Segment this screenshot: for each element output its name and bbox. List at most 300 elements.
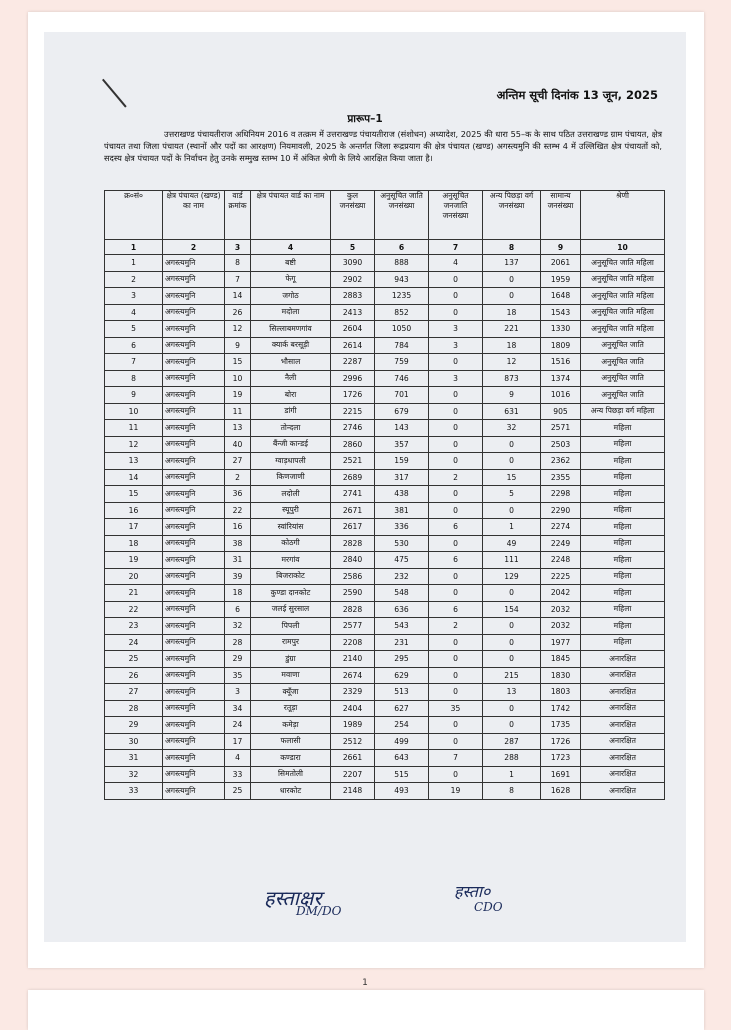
final-list-date: अन्तिम सूची दिनांक 13 जून, 2025 xyxy=(496,88,658,102)
table-row xyxy=(105,354,665,371)
block-name-cell: अगस्त्यमुनि xyxy=(163,387,225,404)
general-population-cell: 1016 xyxy=(541,387,581,404)
ward-number-cell: 3 xyxy=(225,684,251,701)
sc-population-cell: 943 xyxy=(375,271,429,288)
serial-cell: 10 xyxy=(105,403,163,420)
ward-name-cell: स्यूपुरी xyxy=(251,502,331,519)
intro-paragraph: उत्तराखण्ड पंचायतीराज अधिनियम 2016 व तत्क्रम में उत्तराखण्ड पंचायतीराज (संशोधन) अध्यादेश, 2025 की धारा 55–क के साथ पठित उत्तराखण्ड ग्राम पंचायत, क्षेत्र पंचायत तथा जिला पंचायत (स्थानों और पदों का आरक्षण) नियमावली, 2025 के अन्तर्गत जिला रूद्रप्रयाग की क्षेत्र पंचायत (खण्ड) अगस्त्यमुनि की स्तम्भ 4 में उल्लिखित क्षेत्र पंचायतों को, सदस्य क्षेत्र पंचायत पदों के निर्वाचन हेतु उनके सम्मुख स्तम्भ 10 में अंकित श्रेणी के लिये आरक्षित किया जाता है। xyxy=(104,129,662,163)
category-cell: महिला xyxy=(581,486,665,503)
serial-cell: 7 xyxy=(105,354,163,371)
obc-population-cell: 221 xyxy=(483,321,541,338)
category-cell: अनारक्षित xyxy=(581,750,665,767)
ward-name-cell: सिमतोली xyxy=(251,766,331,783)
general-population-cell: 2032 xyxy=(541,601,581,618)
sc-population-cell: 499 xyxy=(375,733,429,750)
category-cell: महिला xyxy=(581,502,665,519)
table-row xyxy=(105,535,665,552)
block-name-cell: अगस्त्यमुनि xyxy=(163,519,225,536)
table-row xyxy=(105,502,665,519)
column-number: 5 xyxy=(331,240,375,255)
block-name-cell: अगस्त्यमुनि xyxy=(163,717,225,734)
category-cell: अनुसूचित जाति xyxy=(581,354,665,371)
serial-cell: 16 xyxy=(105,502,163,519)
st-population-cell: 2 xyxy=(429,618,483,635)
table-row xyxy=(105,750,665,767)
ward-name-cell: पिपली xyxy=(251,618,331,635)
sc-population-cell: 1235 xyxy=(375,288,429,305)
obc-population-cell: 137 xyxy=(483,255,541,272)
serial-cell: 28 xyxy=(105,700,163,717)
column-header: क्र०सं० xyxy=(105,191,163,240)
obc-population-cell: 0 xyxy=(483,436,541,453)
obc-population-cell: 13 xyxy=(483,684,541,701)
ward-number-cell: 28 xyxy=(225,634,251,651)
category-cell: अनुसूचित जाति महिला xyxy=(581,321,665,338)
ward-name-cell: लदोली xyxy=(251,486,331,503)
serial-cell: 26 xyxy=(105,667,163,684)
sc-population-cell: 254 xyxy=(375,717,429,734)
ward-number-cell: 25 xyxy=(225,783,251,800)
obc-population-cell: 1 xyxy=(483,766,541,783)
table-row xyxy=(105,271,665,288)
st-population-cell: 0 xyxy=(429,436,483,453)
block-name-cell: अगस्त्यमुनि xyxy=(163,420,225,437)
ward-name-cell: जगोठ xyxy=(251,288,331,305)
obc-population-cell: 49 xyxy=(483,535,541,552)
ward-number-cell: 17 xyxy=(225,733,251,750)
ward-name-cell: जलई सुरसाल xyxy=(251,601,331,618)
sc-population-cell: 530 xyxy=(375,535,429,552)
serial-cell: 23 xyxy=(105,618,163,635)
ward-number-cell: 10 xyxy=(225,370,251,387)
block-name-cell: अगस्त्यमुनि xyxy=(163,750,225,767)
ward-number-cell: 12 xyxy=(225,321,251,338)
general-population-cell: 1845 xyxy=(541,651,581,668)
column-number: 1 xyxy=(105,240,163,255)
ward-name-cell: बोरा xyxy=(251,387,331,404)
general-population-cell: 2503 xyxy=(541,436,581,453)
st-population-cell: 0 xyxy=(429,667,483,684)
serial-cell: 32 xyxy=(105,766,163,783)
obc-population-cell: 5 xyxy=(483,486,541,503)
ward-name-cell: किणजाणी xyxy=(251,469,331,486)
sc-population-cell: 746 xyxy=(375,370,429,387)
column-number-row xyxy=(105,240,665,255)
general-population-cell: 2274 xyxy=(541,519,581,536)
block-name-cell: अगस्त्यमुनि xyxy=(163,634,225,651)
obc-population-cell: 0 xyxy=(483,634,541,651)
column-number: 4 xyxy=(251,240,331,255)
ward-number-cell: 35 xyxy=(225,667,251,684)
serial-cell: 18 xyxy=(105,535,163,552)
ward-number-cell: 16 xyxy=(225,519,251,536)
ward-name-cell: कोठगी xyxy=(251,535,331,552)
st-population-cell: 0 xyxy=(429,502,483,519)
obc-population-cell: 8 xyxy=(483,783,541,800)
ward-number-cell: 33 xyxy=(225,766,251,783)
sc-population-cell: 548 xyxy=(375,585,429,602)
general-population-cell: 1648 xyxy=(541,288,581,305)
column-number: 8 xyxy=(483,240,541,255)
ward-name-cell: रामपुर xyxy=(251,634,331,651)
category-cell: महिला xyxy=(581,535,665,552)
ward-name-cell: रतूड़ा xyxy=(251,700,331,717)
ward-name-cell: नैली xyxy=(251,370,331,387)
st-population-cell: 3 xyxy=(429,370,483,387)
sc-population-cell: 759 xyxy=(375,354,429,371)
total-population-cell: 2577 xyxy=(331,618,375,635)
total-population-cell: 1726 xyxy=(331,387,375,404)
ward-number-cell: 24 xyxy=(225,717,251,734)
category-cell: अनुसूचित जाति xyxy=(581,337,665,354)
page-number: 1 xyxy=(362,978,368,988)
table-row xyxy=(105,321,665,338)
category-cell: महिला xyxy=(581,552,665,569)
obc-population-cell: 0 xyxy=(483,585,541,602)
serial-cell: 21 xyxy=(105,585,163,602)
general-population-cell: 1977 xyxy=(541,634,581,651)
ward-number-cell: 38 xyxy=(225,535,251,552)
table-row xyxy=(105,601,665,618)
sc-population-cell: 784 xyxy=(375,337,429,354)
category-cell: महिला xyxy=(581,601,665,618)
sc-population-cell: 336 xyxy=(375,519,429,536)
block-name-cell: अगस्त्यमुनि xyxy=(163,436,225,453)
st-population-cell: 19 xyxy=(429,783,483,800)
general-population-cell: 2249 xyxy=(541,535,581,552)
ward-number-cell: 8 xyxy=(225,255,251,272)
column-number: 3 xyxy=(225,240,251,255)
column-header: क्षेत्र पंचायत (खण्ड) का नाम xyxy=(163,191,225,240)
block-name-cell: अगस्त्यमुनि xyxy=(163,288,225,305)
table-row xyxy=(105,337,665,354)
category-cell: अनारक्षित xyxy=(581,651,665,668)
total-population-cell: 2741 xyxy=(331,486,375,503)
ward-number-cell: 13 xyxy=(225,420,251,437)
sc-population-cell: 317 xyxy=(375,469,429,486)
ward-name-cell: तोन्दला xyxy=(251,420,331,437)
ward-number-cell: 34 xyxy=(225,700,251,717)
st-population-cell: 0 xyxy=(429,684,483,701)
serial-cell: 27 xyxy=(105,684,163,701)
category-cell: अनुसूचित जाति xyxy=(581,370,665,387)
total-population-cell: 2329 xyxy=(331,684,375,701)
ward-number-cell: 9 xyxy=(225,337,251,354)
ward-name-cell: स्वांरियांस xyxy=(251,519,331,536)
general-population-cell: 1726 xyxy=(541,733,581,750)
column-number: 6 xyxy=(375,240,429,255)
column-number: 10 xyxy=(581,240,665,255)
obc-population-cell: 32 xyxy=(483,420,541,437)
ward-name-cell: मवाणा xyxy=(251,667,331,684)
sc-population-cell: 232 xyxy=(375,568,429,585)
block-name-cell: अगस्त्यमुनि xyxy=(163,766,225,783)
obc-population-cell: 111 xyxy=(483,552,541,569)
total-population-cell: 2586 xyxy=(331,568,375,585)
ward-number-cell: 39 xyxy=(225,568,251,585)
block-name-cell: अगस्त्यमुनि xyxy=(163,667,225,684)
total-population-cell: 2617 xyxy=(331,519,375,536)
total-population-cell: 2604 xyxy=(331,321,375,338)
table-row xyxy=(105,403,665,420)
ward-number-cell: 19 xyxy=(225,387,251,404)
ward-number-cell: 15 xyxy=(225,354,251,371)
total-population-cell: 2689 xyxy=(331,469,375,486)
block-name-cell: अगस्त्यमुनि xyxy=(163,453,225,470)
general-population-cell: 2362 xyxy=(541,453,581,470)
total-population-cell: 2902 xyxy=(331,271,375,288)
ward-number-cell: 27 xyxy=(225,453,251,470)
category-cell: अनारक्षित xyxy=(581,684,665,701)
st-population-cell: 3 xyxy=(429,321,483,338)
st-population-cell: 0 xyxy=(429,387,483,404)
sc-population-cell: 629 xyxy=(375,667,429,684)
table-row xyxy=(105,717,665,734)
ward-number-cell: 7 xyxy=(225,271,251,288)
total-population-cell: 2828 xyxy=(331,601,375,618)
general-population-cell: 1691 xyxy=(541,766,581,783)
total-population-cell: 2661 xyxy=(331,750,375,767)
obc-population-cell: 631 xyxy=(483,403,541,420)
ward-name-cell: कुण्डा दानकोट xyxy=(251,585,331,602)
total-population-cell: 2512 xyxy=(331,733,375,750)
ward-number-cell: 11 xyxy=(225,403,251,420)
table-row xyxy=(105,436,665,453)
obc-population-cell: 0 xyxy=(483,271,541,288)
sc-population-cell: 438 xyxy=(375,486,429,503)
serial-cell: 8 xyxy=(105,370,163,387)
block-name-cell: अगस्त्यमुनि xyxy=(163,502,225,519)
column-header: अनुसूचित जाति जनसंख्या xyxy=(375,191,429,240)
obc-population-cell: 154 xyxy=(483,601,541,618)
block-name-cell: अगस्त्यमुनि xyxy=(163,403,225,420)
ward-name-cell: क्यार्क बरसूड़ी xyxy=(251,337,331,354)
table-row xyxy=(105,519,665,536)
obc-population-cell: 129 xyxy=(483,568,541,585)
block-name-cell: अगस्त्यमुनि xyxy=(163,700,225,717)
ward-number-cell: 26 xyxy=(225,304,251,321)
obc-population-cell: 0 xyxy=(483,717,541,734)
total-population-cell: 2840 xyxy=(331,552,375,569)
st-population-cell: 0 xyxy=(429,354,483,371)
sc-population-cell: 679 xyxy=(375,403,429,420)
block-name-cell: अगस्त्यमुनि xyxy=(163,304,225,321)
next-document-page xyxy=(28,990,704,1030)
table-row xyxy=(105,667,665,684)
block-name-cell: अगस्त्यमुनि xyxy=(163,651,225,668)
ward-number-cell: 36 xyxy=(225,486,251,503)
category-cell: अनुसूचित जाति महिला xyxy=(581,255,665,272)
general-population-cell: 1959 xyxy=(541,271,581,288)
total-population-cell: 3090 xyxy=(331,255,375,272)
st-population-cell: 6 xyxy=(429,552,483,569)
sc-population-cell: 513 xyxy=(375,684,429,701)
serial-cell: 19 xyxy=(105,552,163,569)
serial-cell: 30 xyxy=(105,733,163,750)
block-name-cell: अगस्त्यमुनि xyxy=(163,601,225,618)
column-number: 2 xyxy=(163,240,225,255)
category-cell: महिला xyxy=(581,420,665,437)
total-population-cell: 1989 xyxy=(331,717,375,734)
st-population-cell: 0 xyxy=(429,535,483,552)
st-population-cell: 0 xyxy=(429,420,483,437)
ward-name-cell: मरगांव xyxy=(251,552,331,569)
ward-name-cell: कण्डारा xyxy=(251,750,331,767)
sc-population-cell: 852 xyxy=(375,304,429,321)
total-population-cell: 2208 xyxy=(331,634,375,651)
ward-number-cell: 18 xyxy=(225,585,251,602)
serial-cell: 14 xyxy=(105,469,163,486)
ward-number-cell: 22 xyxy=(225,502,251,519)
sc-population-cell: 493 xyxy=(375,783,429,800)
serial-cell: 31 xyxy=(105,750,163,767)
block-name-cell: अगस्त्यमुनि xyxy=(163,486,225,503)
block-name-cell: अगस्त्यमुनि xyxy=(163,255,225,272)
general-population-cell: 2290 xyxy=(541,502,581,519)
category-cell: अनारक्षित xyxy=(581,783,665,800)
reservation-table xyxy=(104,190,665,800)
obc-population-cell: 18 xyxy=(483,337,541,354)
total-population-cell: 2883 xyxy=(331,288,375,305)
signature-left: हस्ताक्षर xyxy=(264,886,322,910)
st-population-cell: 35 xyxy=(429,700,483,717)
column-header: अनुसूचित जनजाति जनसंख्या xyxy=(429,191,483,240)
general-population-cell: 1735 xyxy=(541,717,581,734)
sc-population-cell: 357 xyxy=(375,436,429,453)
st-population-cell: 0 xyxy=(429,717,483,734)
obc-population-cell: 288 xyxy=(483,750,541,767)
table-row xyxy=(105,634,665,651)
general-population-cell: 2248 xyxy=(541,552,581,569)
category-cell: अनारक्षित xyxy=(581,766,665,783)
category-cell: महिला xyxy=(581,568,665,585)
serial-cell: 3 xyxy=(105,288,163,305)
ward-name-cell: धारकोट xyxy=(251,783,331,800)
ward-name-cell: कमेड़ा xyxy=(251,717,331,734)
general-population-cell: 2042 xyxy=(541,585,581,602)
category-cell: महिला xyxy=(581,469,665,486)
ward-name-cell: बैंन्जी कान्डई xyxy=(251,436,331,453)
ward-name-cell: सिल्लाबमणगांव xyxy=(251,321,331,338)
table-row xyxy=(105,700,665,717)
table-row xyxy=(105,733,665,750)
block-name-cell: अगस्त्यमुनि xyxy=(163,535,225,552)
ward-name-cell: ग्वाड़धापली xyxy=(251,453,331,470)
total-population-cell: 2148 xyxy=(331,783,375,800)
block-name-cell: अगस्त्यमुनि xyxy=(163,271,225,288)
st-population-cell: 0 xyxy=(429,766,483,783)
serial-cell: 17 xyxy=(105,519,163,536)
table-row xyxy=(105,651,665,668)
column-header: श्रेणी xyxy=(581,191,665,240)
category-cell: अनुसूचित जाति xyxy=(581,387,665,404)
serial-cell: 15 xyxy=(105,486,163,503)
general-population-cell: 1809 xyxy=(541,337,581,354)
block-name-cell: अगस्त्यमुनि xyxy=(163,684,225,701)
general-population-cell: 1516 xyxy=(541,354,581,371)
serial-cell: 22 xyxy=(105,601,163,618)
total-population-cell: 2828 xyxy=(331,535,375,552)
sc-population-cell: 475 xyxy=(375,552,429,569)
ward-name-cell: मदोला xyxy=(251,304,331,321)
obc-population-cell: 287 xyxy=(483,733,541,750)
obc-population-cell: 9 xyxy=(483,387,541,404)
total-population-cell: 2614 xyxy=(331,337,375,354)
obc-population-cell: 0 xyxy=(483,502,541,519)
serial-cell: 33 xyxy=(105,783,163,800)
st-population-cell: 0 xyxy=(429,651,483,668)
ward-name-cell: बष्टी xyxy=(251,255,331,272)
block-name-cell: अगस्त्यमुनि xyxy=(163,552,225,569)
category-cell: महिला xyxy=(581,618,665,635)
total-population-cell: 2207 xyxy=(331,766,375,783)
ward-number-cell: 6 xyxy=(225,601,251,618)
general-population-cell: 1330 xyxy=(541,321,581,338)
total-population-cell: 2590 xyxy=(331,585,375,602)
signature-left-sub: DM/DO xyxy=(296,904,342,918)
serial-cell: 24 xyxy=(105,634,163,651)
category-cell: महिला xyxy=(581,634,665,651)
table-row xyxy=(105,684,665,701)
obc-population-cell: 0 xyxy=(483,700,541,717)
table-row xyxy=(105,304,665,321)
category-cell: महिला xyxy=(581,519,665,536)
serial-cell: 13 xyxy=(105,453,163,470)
category-cell: महिला xyxy=(581,585,665,602)
category-cell: महिला xyxy=(581,436,665,453)
sc-population-cell: 1050 xyxy=(375,321,429,338)
serial-cell: 4 xyxy=(105,304,163,321)
serial-cell: 9 xyxy=(105,387,163,404)
ward-number-cell: 40 xyxy=(225,436,251,453)
obc-population-cell: 1 xyxy=(483,519,541,536)
table-row xyxy=(105,618,665,635)
general-population-cell: 1543 xyxy=(541,304,581,321)
st-population-cell: 0 xyxy=(429,733,483,750)
signature-right-sub: CDO xyxy=(474,900,503,914)
total-population-cell: 2746 xyxy=(331,420,375,437)
sc-population-cell: 643 xyxy=(375,750,429,767)
st-population-cell: 0 xyxy=(429,304,483,321)
total-population-cell: 2404 xyxy=(331,700,375,717)
block-name-cell: अगस्त्यमुनि xyxy=(163,618,225,635)
ward-name-cell: बिजराकोट xyxy=(251,568,331,585)
ward-name-cell: फेगू xyxy=(251,271,331,288)
block-name-cell: अगस्त्यमुनि xyxy=(163,585,225,602)
ward-name-cell: डुंग्रा xyxy=(251,651,331,668)
sc-population-cell: 515 xyxy=(375,766,429,783)
st-population-cell: 0 xyxy=(429,568,483,585)
column-header: कुल जनसंख्या xyxy=(331,191,375,240)
block-name-cell: अगस्त्यमुनि xyxy=(163,733,225,750)
serial-cell: 11 xyxy=(105,420,163,437)
table-row xyxy=(105,486,665,503)
column-number: 9 xyxy=(541,240,581,255)
general-population-cell: 1803 xyxy=(541,684,581,701)
category-cell: अनारक्षित xyxy=(581,667,665,684)
block-name-cell: अगस्त्यमुनि xyxy=(163,337,225,354)
sc-population-cell: 143 xyxy=(375,420,429,437)
signature-right: हस्ता० xyxy=(454,882,491,901)
pen-mark xyxy=(102,79,127,108)
st-population-cell: 3 xyxy=(429,337,483,354)
ward-name-cell: डांगी xyxy=(251,403,331,420)
serial-cell: 12 xyxy=(105,436,163,453)
total-population-cell: 2287 xyxy=(331,354,375,371)
column-header: सामान्य जनसंख्या xyxy=(541,191,581,240)
serial-cell: 2 xyxy=(105,271,163,288)
table-header-row xyxy=(105,191,665,240)
